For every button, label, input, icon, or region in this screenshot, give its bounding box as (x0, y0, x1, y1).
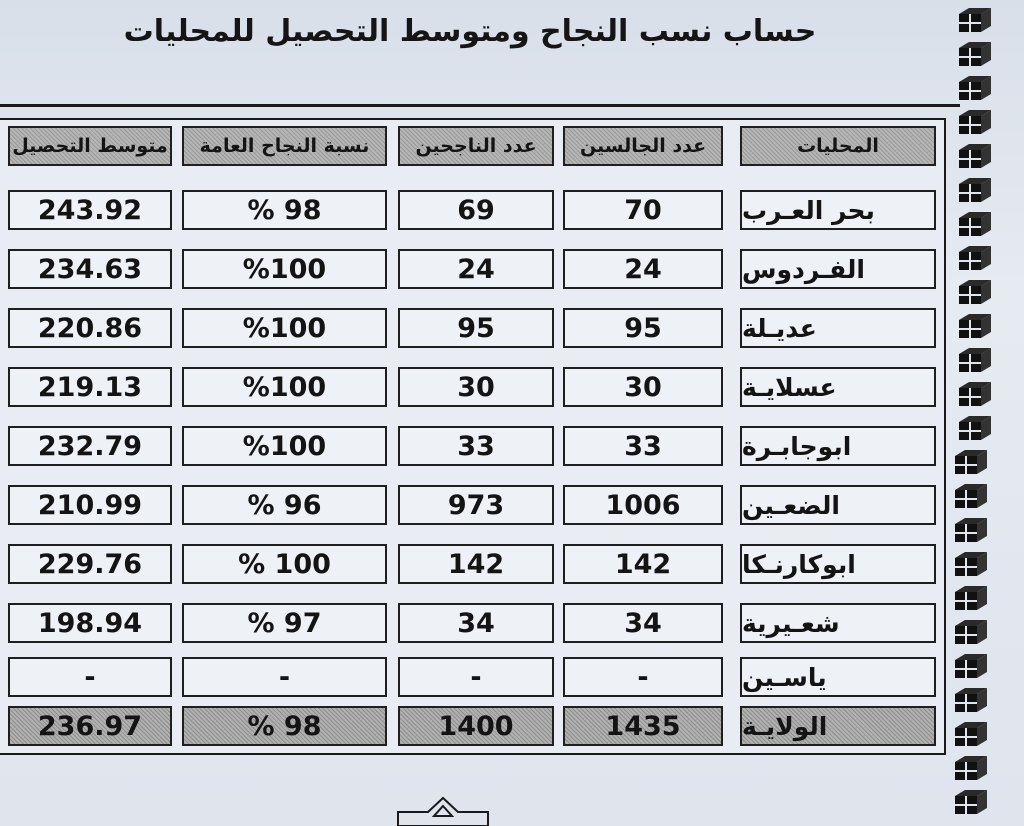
cube-ornament-icon (955, 312, 995, 340)
passed-count: 69 (398, 190, 554, 230)
header-rule (0, 104, 960, 107)
locality-name: بحر العـرب (740, 190, 936, 230)
table-row (0, 243, 946, 300)
cube-ornament-icon (951, 516, 991, 544)
locality-name: الفـردوس (740, 249, 936, 289)
pass-rate: % 100 (182, 544, 387, 584)
locality-name: شعـيرية (740, 603, 936, 643)
header-sat-count: عدد الجالسين (563, 126, 723, 166)
sat-count: 70 (563, 190, 723, 230)
cube-ornament-icon (951, 788, 991, 816)
cube-ornament-icon (951, 720, 991, 748)
pass-rate: - (182, 657, 387, 697)
pass-rate: % 96 (182, 485, 387, 525)
table-total-row (0, 700, 946, 757)
sat-count: 95 (563, 308, 723, 348)
passed-count: 34 (398, 603, 554, 643)
sat-count: 30 (563, 367, 723, 407)
table-header-row (0, 120, 946, 177)
average-score: 210.99 (8, 485, 172, 525)
passed-count: 33 (398, 426, 554, 466)
table-row (0, 597, 946, 654)
cube-ornament-icon (951, 550, 991, 578)
header-localities: المحليات (740, 126, 936, 166)
cube-ornament-icon (955, 414, 995, 442)
cube-ornament-icon (955, 142, 995, 170)
passed-count: 95 (398, 308, 554, 348)
sat-count: - (563, 657, 723, 697)
locality-name: ابوجابـرة (740, 426, 936, 466)
header-pass-rate: نسبة النجاح العامة (182, 126, 387, 166)
page-title: حساب نسب النجاح ومتوسط التحصيل للمحليات (123, 14, 817, 49)
pass-rate: %100 (182, 426, 387, 466)
cube-ornament-icon (955, 278, 995, 306)
cube-ornament-icon (951, 448, 991, 476)
sat-count: 34 (563, 603, 723, 643)
cube-ornament-icon (955, 244, 995, 272)
average-score: 243.92 (8, 190, 172, 230)
total-passed-count: 1400 (398, 706, 554, 746)
table-row (0, 479, 946, 536)
sat-count: 33 (563, 426, 723, 466)
pass-rate: % 97 (182, 603, 387, 643)
cube-ornament-icon (955, 6, 995, 34)
total-average-score: 236.97 (8, 706, 172, 746)
cube-ornament-icon (955, 346, 995, 374)
total-sat-count: 1435 (563, 706, 723, 746)
locality-name: عسلايـة (740, 367, 936, 407)
passed-count: 30 (398, 367, 554, 407)
pass-rate: % 98 (182, 190, 387, 230)
header-average: متوسط التحصيل (8, 126, 172, 166)
cube-ornament-icon (951, 686, 991, 714)
sat-count: 1006 (563, 485, 723, 525)
cube-ornament-icon (955, 380, 995, 408)
cube-ornament-icon (951, 584, 991, 612)
passed-count: - (398, 657, 554, 697)
cube-ornament-icon (951, 754, 991, 782)
passed-count: 142 (398, 544, 554, 584)
side-ornament-column (955, 6, 999, 826)
average-score: - (8, 657, 172, 697)
locality-name: عديـلة (740, 308, 936, 348)
average-score: 220.86 (8, 308, 172, 348)
passed-count: 973 (398, 485, 554, 525)
average-score: 229.76 (8, 544, 172, 584)
cube-ornament-icon (955, 210, 995, 238)
table-row (0, 538, 946, 595)
average-score: 232.79 (8, 426, 172, 466)
results-table (0, 118, 946, 755)
average-score: 219.13 (8, 367, 172, 407)
cube-ornament-icon (955, 40, 995, 68)
average-score: 234.63 (8, 249, 172, 289)
star-ornament-icon (388, 796, 498, 826)
average-score: 198.94 (8, 603, 172, 643)
pass-rate: %100 (182, 249, 387, 289)
cube-ornament-icon (955, 176, 995, 204)
header-passed-count: عدد الناجحين (398, 126, 554, 166)
cube-ornament-icon (955, 74, 995, 102)
pass-rate: %100 (182, 308, 387, 348)
locality-name: ابوكارنـكا (740, 544, 936, 584)
sat-count: 142 (563, 544, 723, 584)
table-row (0, 184, 946, 241)
locality-name: ياسـين (740, 657, 936, 697)
passed-count: 24 (398, 249, 554, 289)
total-pass-rate: % 98 (182, 706, 387, 746)
pass-rate: %100 (182, 367, 387, 407)
cube-ornament-icon (951, 652, 991, 680)
sat-count: 24 (563, 249, 723, 289)
locality-name: الضعـين (740, 485, 936, 525)
state-total-label: الولايـة (740, 706, 936, 746)
table-row (0, 420, 946, 477)
cube-ornament-icon (955, 108, 995, 136)
cube-ornament-icon (951, 482, 991, 510)
table-row (0, 302, 946, 359)
cube-ornament-icon (951, 618, 991, 646)
table-row (0, 361, 946, 418)
